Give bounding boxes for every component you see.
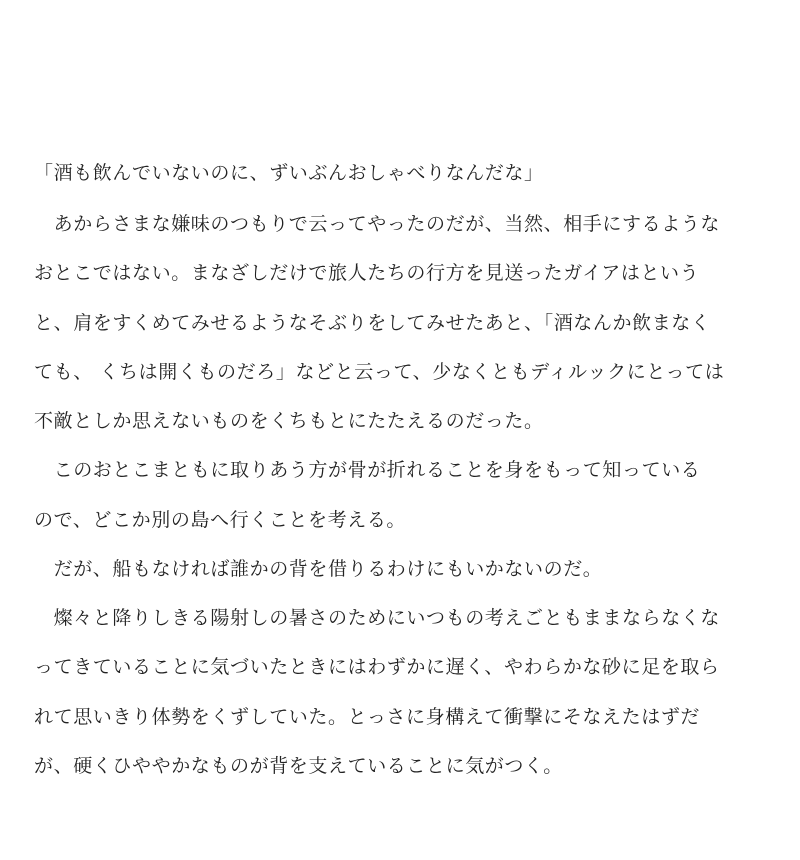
text-line: 不敵としか思えないものをくちもとにたたえるのだった。 — [34, 410, 544, 432]
text-line: このおとこまともに取りあう方が骨が折れることを身をもって知っている — [34, 459, 701, 481]
text-line: れて思いきり体勢をくずしていた。とっさに身構えて衝撃にそなえたはずだ — [34, 706, 701, 728]
text-line: 「酒も飲んでいないのに、ずいぶんおしゃべりなんだな」 — [34, 162, 544, 184]
text-line: あからさまな嫌味のつもりで云ってやったのだが、当然、相手にするような — [34, 213, 721, 235]
text-line: と、肩をすくめてみせるようなそぶりをしてみせたあと、「酒なんか飲まなく — [34, 312, 711, 334]
text-line: だが、船もなければ誰かの背を借りるわけにもいかないのだ。 — [34, 558, 603, 580]
text-line: 燦々と降りしきる陽射しの暑さのためにいつもの考えごともままならなくな — [34, 607, 721, 629]
text-line: ても、 くちは開くものだろ」などと云って、少なくともディルックにとっては — [34, 361, 725, 383]
text-line: ので、どこか別の島へ行くことを考える。 — [34, 509, 407, 531]
text-line: ってきていることに気づいたときにはわずかに遅く、やわらかな砂に足を取ら — [34, 656, 720, 678]
text-line: が、硬くひややかなものが背を支えていることに気がつく。 — [34, 755, 563, 777]
text-line: おとこではない。まなざしだけで旅人たちの行方を見送ったガイアはという — [34, 262, 700, 284]
